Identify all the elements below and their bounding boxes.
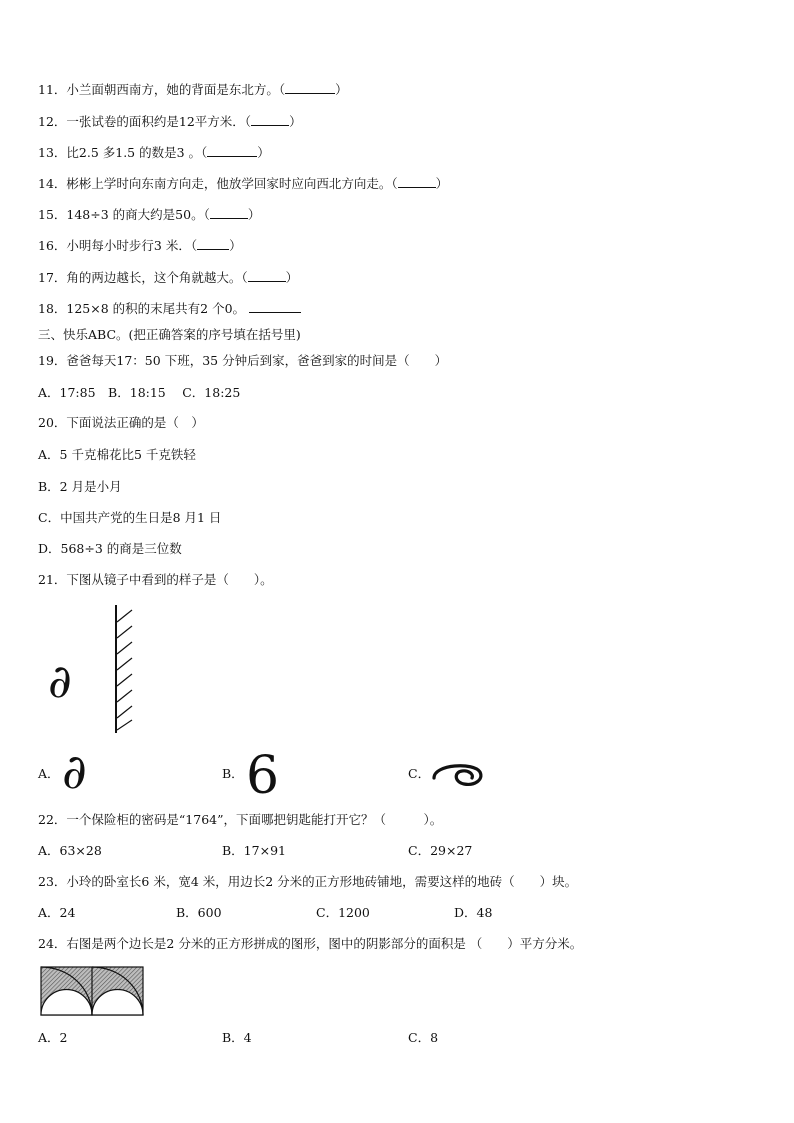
answer-blank[interactable] xyxy=(210,208,248,219)
option-b: B．600 xyxy=(176,905,222,920)
question-16-text: 16．小明每小时步行3 米．（ xyxy=(38,238,198,253)
option-b: B．4 xyxy=(222,1030,252,1045)
option-b: B．2 月是小月 xyxy=(38,479,122,494)
close-paren: ） xyxy=(435,176,449,191)
question-18 xyxy=(38,301,301,317)
question-13-text: 13．比2.5 多1.5 的数是3 。（ xyxy=(38,145,208,160)
question-16 xyxy=(38,238,242,254)
option-a: A．5 千克棉花比5 千克铁轻 xyxy=(38,447,196,462)
answer-blank[interactable] xyxy=(251,115,289,126)
close-paren: ） xyxy=(289,114,302,129)
question-14-text: 14．彬彬上学时向东南方向走，他放学回家时应向西北方向走。（ xyxy=(38,176,398,191)
question-12 xyxy=(38,114,302,130)
close-paren: ） xyxy=(335,82,348,97)
question-21: 21．下图从镜子中看到的样子是（ ）。 xyxy=(38,572,273,587)
rotated-letter-icon xyxy=(428,756,486,792)
question-12-text: 12．一张试卷的面积约是12平方米．（ xyxy=(38,114,252,129)
close-paren: ） xyxy=(229,238,242,253)
option-a: A．63×28 xyxy=(38,843,102,858)
answer-blank[interactable] xyxy=(285,83,335,94)
option-a-glyph: ∂ xyxy=(62,744,87,800)
figure-letter: ∂ xyxy=(48,654,72,708)
option-b-glyph: 6 xyxy=(246,746,280,806)
question-23: 23．小玲的卧室长6 米，宽4 米，用边长2 分米的正方形地砖铺地，需要这样的地砖（ ）块。 xyxy=(38,874,578,889)
shaded-squares-figure xyxy=(40,966,144,1016)
option-b: B．17×91 xyxy=(222,843,286,858)
close-paren: ） xyxy=(257,145,270,160)
option-a-label: A． xyxy=(38,766,60,781)
question-15 xyxy=(38,207,260,223)
answer-blank[interactable] xyxy=(249,302,301,313)
option-b-label: B． xyxy=(222,766,244,781)
question-19-options: A．17:85 B．18:15 C．18:25 xyxy=(38,385,241,400)
question-11 xyxy=(38,82,348,98)
question-24: 24．右图是两个边长是2 分米的正方形拼成的图形，图中的阴影部分的面积是 （ ）平方分米。 xyxy=(38,936,583,951)
option-c: C．29×27 xyxy=(408,843,473,858)
mirror-icon xyxy=(40,600,150,740)
answer-blank[interactable] xyxy=(248,271,286,282)
answer-blank[interactable] xyxy=(197,239,229,250)
question-11-text: 11．小兰面朝西南方，她的背面是东北方。（ xyxy=(38,82,286,97)
close-paren: ） xyxy=(285,270,299,285)
option-a: A．2 xyxy=(38,1030,68,1045)
question-19: 19．爸爸每天17：50 下班，35 分钟后到家，爸爸到家的时间是（ ） xyxy=(38,353,448,368)
close-paren: ） xyxy=(247,207,261,222)
question-13 xyxy=(38,145,270,161)
option-c: C．中国共产党的生日是8 月1 日 xyxy=(38,510,222,525)
question-17 xyxy=(38,270,298,286)
question-22: 22．一个保险柜的密码是“1764”，下面哪把钥匙能打开它？（ ）。 xyxy=(38,812,443,827)
question-18-text: 18．125×8 的积的末尾共有2 个0。 xyxy=(38,301,246,316)
answer-blank[interactable] xyxy=(398,177,436,188)
answer-blank[interactable] xyxy=(207,146,257,157)
option-c: C．8 xyxy=(408,1030,439,1045)
section-heading: 三、快乐ABC。(把正确答案的序号填在括号里) xyxy=(38,327,301,342)
option-d: D．568÷3 的商是三位数 xyxy=(38,541,182,556)
option-c-label: C． xyxy=(408,766,431,781)
question-14 xyxy=(38,176,448,192)
question-15-text: 15．148÷3 的商大约是50。（ xyxy=(38,207,210,222)
question-20: 20．下面说法正确的是（ ） xyxy=(38,415,204,430)
option-c: C．1200 xyxy=(316,905,370,920)
mirror-figure xyxy=(40,600,150,740)
option-a: A．24 xyxy=(38,905,76,920)
option-d: D．48 xyxy=(454,905,493,920)
question-17-text: 17．角的两边越长，这个角就越大。（ xyxy=(38,270,248,285)
